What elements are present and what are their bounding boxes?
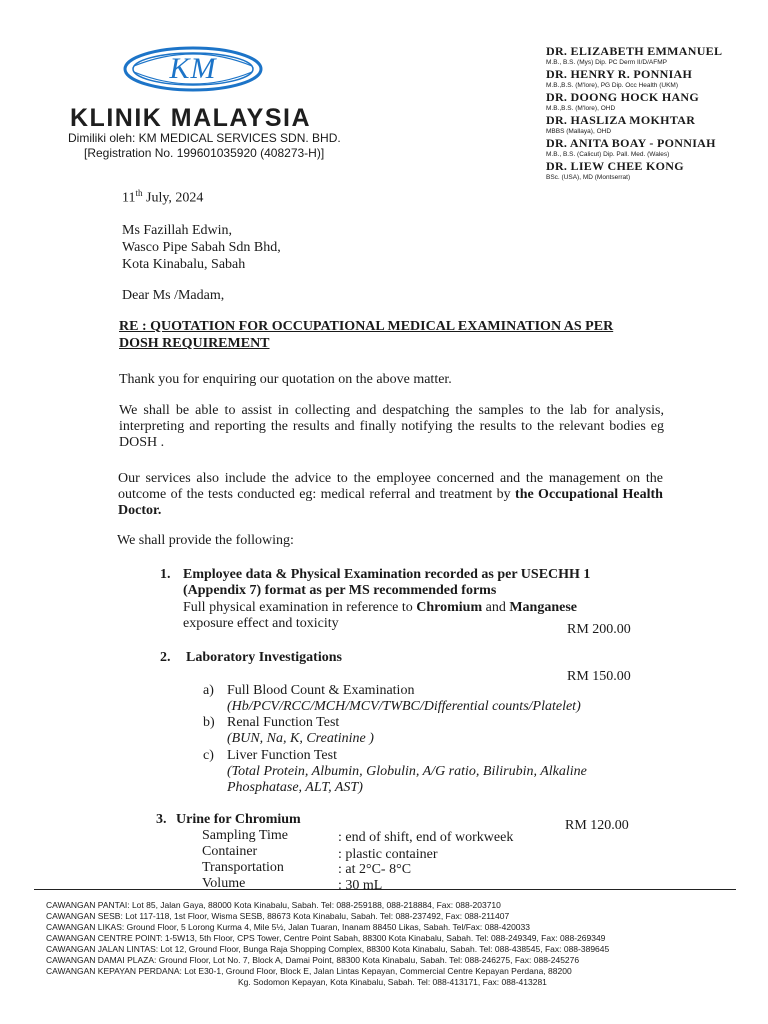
sample-value: : 30 mL [338,878,383,893]
doctor-entry [546,113,761,136]
salutation: Dear Ms /Madam, [122,288,225,303]
doctor-entry [546,136,761,159]
sample-label: Transportation [202,860,284,875]
address-line: Ms Fazillah Edwin, [122,223,233,238]
registration-number: [Registration No. 199601035920 (408273-H)] [84,146,325,160]
branch-address: CAWANGAN CENTRE POINT: 1-5W13, 5th Floor, CPS Tower, Centre Point Sabah, 88300 Kota Kinabalu, Sabah. Tel: 088-249349, Fax: 088-269349 [46,933,606,943]
paragraph-advice [118,471,663,519]
date-day: 11 [122,190,136,206]
doctor-entry [546,67,761,90]
sub-test [227,748,587,796]
test-detail: (Hb/PCV/RCC/MCH/MCV/TWBC/Differential counts/Platelet) [227,699,581,714]
subject-line-1: RE : QUOTATION FOR OCCUPATIONAL MEDICAL EXAMINATION AS PER [119,319,614,334]
test-detail: (Total Protein, Albumin, Globulin, A/G ratio, Bilirubin, Alkaline [227,764,587,779]
clinic-logo [122,44,264,94]
address-line: Kota Kinabalu, Sabah [122,257,246,272]
logo-text: KM [169,52,217,85]
doctor-entry [546,90,761,113]
doctor-qualification: M.B., B.S. (Calicut) Dip. Pall. Med. (Wales) [546,151,670,158]
sample-value: : plastic container [338,847,438,862]
owned-by-text: Dimiliki oleh: KM MEDICAL SERVICES SDN. BHD. [68,131,341,145]
item-number: 2. [160,650,171,665]
item-title-line: (Appendix 7) format as per MS recommended forms [183,583,497,598]
sample-label: Container [202,844,258,859]
test-name: Full Blood Count & Examination [227,683,415,698]
desc-manganese: Manganese [509,600,578,615]
doctor-entry [546,44,761,67]
test-detail: Phosphatase, ALT, AST) [227,780,363,795]
desc-and: and [482,600,510,615]
sample-value: : end of shift, end of workweek [338,830,514,845]
date-month-year: July, 2024 [142,190,204,206]
branch-address: CAWANGAN LIKAS: Ground Floor, 5 Lorong Kurma 4, Mile 5½, Jalan Tuaran, Inanam 88450 Likas, Sabah. Tel/Fax: 088-420033 [46,922,530,932]
item-price: RM 120.00 [565,818,629,833]
doctor-qualification: MBBS (Mallaya), OHD [546,128,612,135]
doctor-name: DR. DOONG HOCK HANG [546,90,700,104]
paragraph-services: We shall be able to assist in collecting and despatching the samples to the lab for analysis, interpreting and reporting the results and finally notifying the results to the relevant bodies eg DOSH . [119,403,664,450]
doctor-name: DR. HASLIZA MOKHTAR [546,113,696,127]
doctor-name: DR. LIEW CHEE KONG [546,159,684,173]
doctor-name: DR. ELIZABETH EMMANUEL [546,44,723,58]
doctor-list [546,44,761,182]
item-title-line: Employee data & Physical Examination recorded as per USECHH 1 [183,567,591,582]
sub-test [227,683,581,715]
subject-line-2: DOSH REQUIREMENT [119,336,270,351]
test-name: Renal Function Test [227,715,340,730]
doctor-qualification: M.B.,B.S. (M'lore), OHD [546,105,616,112]
doctor-qualification: BSc. (USA), MD (Montserrat) [546,174,631,181]
doctor-qualification: M.B., B.S. (Mys) Dip. PC Derm II/D/AFMP [546,59,667,66]
paragraph-provide: We shall provide the following: [117,533,294,548]
doctor-name: DR. HENRY R. PONNIAH [546,67,693,81]
item-price: RM 200.00 [567,622,631,637]
date-suffix: th [135,188,143,198]
item-description [183,600,577,632]
item-number: 3. [156,812,167,827]
item-price: RM 150.00 [567,669,631,684]
sample-value: : at 2°C- 8°C [338,862,412,877]
branch-address: CAWANGAN SESB: Lot 117-118, 1st Floor, Wisma SESB, 88673 Kota Kinabalu, Sabah. Tel: 088-237492, Fax: 088-211407 [46,911,510,921]
desc-text: Full physical examination in reference to [183,600,417,615]
sample-label: Sampling Time [202,828,288,843]
branch-address: CAWANGAN JALAN LINTAS: Lot 12, Ground Floor, Bunga Raja Shopping Complex, 88300 Kota Kinabalu, Sabah. Tel: 088-438545, Fax: 088-389645 [46,944,610,954]
branch-address: CAWANGAN DAMAI PLAZA: Ground Floor, Lot No. 7, Block A, Damai Point, 88300 Kota Kinabalu, Sabah. Tel: 088-246275, Fax: 088-245276 [46,955,580,965]
sample-label: Volume [202,876,246,891]
doctor-entry [546,159,761,182]
clinic-name: KLINIK MALAYSIA [70,104,312,132]
item-title: Urine for Chromium [176,812,301,827]
advice-doctor: the Occupational Health Doctor. [118,487,663,518]
address-line: Wasco Pipe Sabah Sdn Bhd, [122,240,281,255]
sub-letter: a) [203,683,214,698]
branch-address: Kg. Sodomon Kepayan, Kota Kinabalu, Sabah. Tel: 088-413171, Fax: 088-413281 [238,977,547,987]
test-name: Liver Function Test [227,748,337,763]
paragraph-thanks: Thank you for enquiring our quotation on the above matter. [119,372,452,387]
subject-line [119,318,613,352]
sub-letter: c) [203,748,214,763]
branch-address: CAWANGAN PANTAI: Lot 85, Jalan Gaya, 88000 Kota Kinabalu, Sabah. Tel: 088-259188, 088-218884, Fax: 088-203710 [46,900,501,910]
item-number: 1. [160,567,171,582]
desc-line-2: exposure effect and toxicity [183,616,339,631]
branch-address: CAWANGAN KEPAYAN PERDANA: Lot E30-1, Ground Floor, Block E, Jalan Lintas Kepayan, Commercial Centre Kepayan Perdana, 88200 [46,966,572,976]
sub-test [227,715,374,747]
footer-divider [34,889,736,890]
test-detail: (BUN, Na, K, Creatinine ) [227,731,374,746]
sub-letter: b) [203,715,215,730]
item-title [183,567,590,599]
item-title: Laboratory Investigations [186,650,342,665]
advice-text: Our services also include the advice to the employee concerned and the management on the outcome of the tests conducted eg: medical referral and treatment by [118,471,663,502]
doctor-name: DR. ANITA BOAY - PONNIAH [546,136,716,150]
letter-date [122,188,203,207]
recipient-address [122,222,281,273]
doctor-qualification: M.B.,B.S. (M'lore), PG Dip. Occ Health (UKM) [546,82,678,89]
desc-chromium: Chromium [416,600,483,615]
